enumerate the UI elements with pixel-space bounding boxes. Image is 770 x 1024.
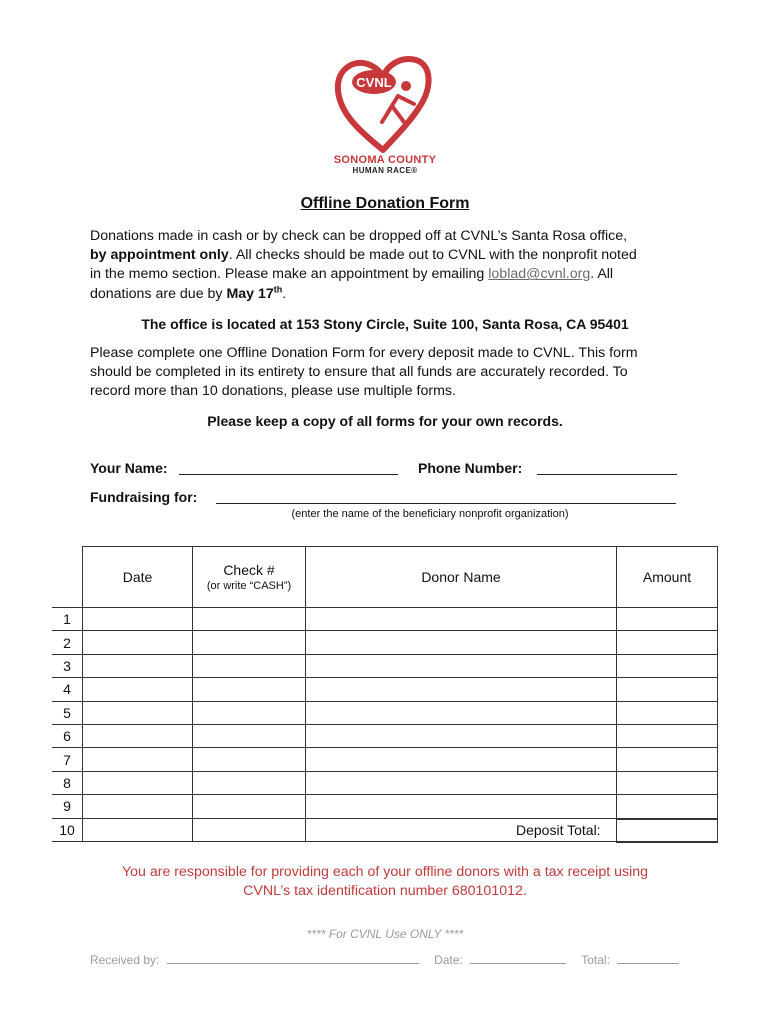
intro-line-2: . All checks should be made out to CVNL with the nonprofit noted: [228, 247, 637, 264]
check-cell[interactable]: [193, 701, 306, 724]
office-address: The office is located at 153 Stony Circle, Suite 100, Santa Rosa, CA 95401: [141, 316, 629, 332]
donation-table: [52, 546, 718, 842]
check-cell[interactable]: [193, 795, 306, 818]
phone-label: Phone Number:: [418, 460, 523, 476]
amount-cell[interactable]: [617, 678, 718, 701]
office-total-line[interactable]: [617, 952, 679, 964]
table-row: [52, 771, 718, 794]
check-cell[interactable]: [193, 724, 306, 747]
date-cell[interactable]: [83, 701, 193, 724]
your-name-field[interactable]: [179, 460, 398, 475]
amount-cell[interactable]: [617, 771, 718, 794]
check-cell[interactable]: [193, 654, 306, 677]
row-number: 4: [52, 678, 83, 701]
donor-cell[interactable]: [306, 748, 617, 771]
tax-note-line-1: You are responsible for providing each of your offline donors with a tax receipt using: [121, 864, 649, 880]
table-row: [52, 748, 718, 771]
office-date-label: Date:: [434, 953, 463, 967]
donor-header: Donor Name: [306, 547, 617, 608]
page-title: Offline Donation Form: [300, 195, 470, 212]
logo-line-2: HUMAN RACE®: [352, 166, 418, 175]
row-number: 1: [52, 608, 83, 631]
phone-field[interactable]: [537, 460, 677, 475]
check-cell[interactable]: [193, 631, 306, 654]
tax-receipt-note: [0, 863, 770, 901]
table-row: [52, 608, 718, 631]
check-cell[interactable]: [193, 818, 306, 841]
office-use-heading: **** For CVNL Use ONLY ****: [306, 927, 464, 941]
received-by-line[interactable]: [167, 952, 419, 964]
amount-cell[interactable]: [617, 654, 718, 677]
fundraising-label: Fundraising for:: [90, 489, 198, 505]
date-cell[interactable]: [83, 631, 193, 654]
intro-line-4: donations are due by: [90, 285, 227, 302]
amount-cell[interactable]: [617, 724, 718, 747]
date-header: Date: [83, 547, 193, 608]
intro-line-1: Donations made in cash or by check can be dropped off at CVNL’s Santa Rosa office,: [90, 228, 628, 244]
table-corner: [52, 547, 83, 608]
date-cell[interactable]: [83, 654, 193, 677]
table-row: [52, 678, 718, 701]
instructions-paragraph: [90, 344, 680, 402]
deposit-total-label: Deposit Total:: [516, 822, 601, 838]
intro-line-3: in the memo section. Please make an appointment by emailing: [90, 266, 489, 283]
amount-cell[interactable]: [617, 608, 718, 631]
office-use-row: [90, 952, 679, 967]
instructions-line-2: should be completed in its entirety to ensure that all funds are accurately recorded. To: [90, 364, 628, 381]
row-number: 9: [52, 795, 83, 818]
donor-cell[interactable]: [306, 608, 617, 631]
table-row: [52, 795, 718, 818]
donor-cell[interactable]: [306, 678, 617, 701]
logo-line-1: SONOMA COUNTY: [333, 154, 437, 166]
office-date-line[interactable]: [470, 952, 566, 964]
amount-cell[interactable]: [617, 631, 718, 654]
row-number: 10: [52, 818, 83, 841]
intro-line-4-end: .: [282, 285, 287, 302]
row-number: 2: [52, 631, 83, 654]
deposit-total-field[interactable]: [616, 819, 718, 843]
table-row: [52, 701, 718, 724]
row-number: 3: [52, 654, 83, 677]
donor-cell[interactable]: [306, 724, 617, 747]
donor-cell[interactable]: [306, 771, 617, 794]
tax-note-line-2: CVNL’s tax identification number 680101012.: [243, 883, 527, 899]
date-cell[interactable]: [83, 771, 193, 794]
donor-cell[interactable]: [306, 631, 617, 654]
fundraising-field[interactable]: [216, 489, 676, 504]
check-cell[interactable]: [193, 748, 306, 771]
table-header-row: [52, 547, 718, 608]
donor-cell[interactable]: [306, 795, 617, 818]
intro-bold: by appointment only: [90, 247, 229, 264]
donor-cell[interactable]: [306, 654, 617, 677]
check-header-label: Check #: [223, 562, 275, 578]
date-cell[interactable]: [83, 818, 193, 841]
received-by-label: Received by:: [90, 953, 160, 967]
row-number: 8: [52, 771, 83, 794]
amount-cell[interactable]: [617, 701, 718, 724]
amount-cell[interactable]: [617, 795, 718, 818]
date-cell[interactable]: [83, 724, 193, 747]
copy-note: Please keep a copy of all forms for your own records.: [207, 413, 563, 429]
intro-line-3-end: . All: [590, 266, 614, 283]
logo-mark-text: CVNL: [356, 75, 392, 90]
instructions-line-3: record more than 10 donations, please use multiple forms.: [90, 383, 456, 400]
check-cell[interactable]: [193, 678, 306, 701]
amount-header: Amount: [617, 547, 718, 608]
fundraising-hint: (enter the name of the beneficiary nonprofit organization): [291, 508, 569, 520]
your-name-label: Your Name:: [90, 460, 168, 476]
date-cell[interactable]: [83, 795, 193, 818]
date-cell[interactable]: [83, 608, 193, 631]
table-row: [52, 654, 718, 677]
intro-paragraph: [90, 227, 680, 304]
amount-cell[interactable]: [617, 748, 718, 771]
email-link[interactable]: loblad@cvnl.org: [488, 266, 591, 283]
donor-cell[interactable]: [306, 701, 617, 724]
row-number: 7: [52, 748, 83, 771]
check-header: [193, 547, 306, 608]
check-header-sub: (or write “CASH”): [206, 580, 292, 592]
check-cell[interactable]: [193, 608, 306, 631]
date-cell[interactable]: [83, 678, 193, 701]
office-total-label: Total:: [581, 953, 610, 967]
row-number: 6: [52, 724, 83, 747]
table-row: [52, 724, 718, 747]
date-cell[interactable]: [83, 748, 193, 771]
due-date: May 17th: [226, 283, 283, 302]
row-number: 5: [52, 701, 83, 724]
instructions-line-1: Please complete one Offline Donation Form for every deposit made to CVNL. This form: [90, 345, 638, 361]
check-cell[interactable]: [193, 771, 306, 794]
table-row: [52, 631, 718, 654]
